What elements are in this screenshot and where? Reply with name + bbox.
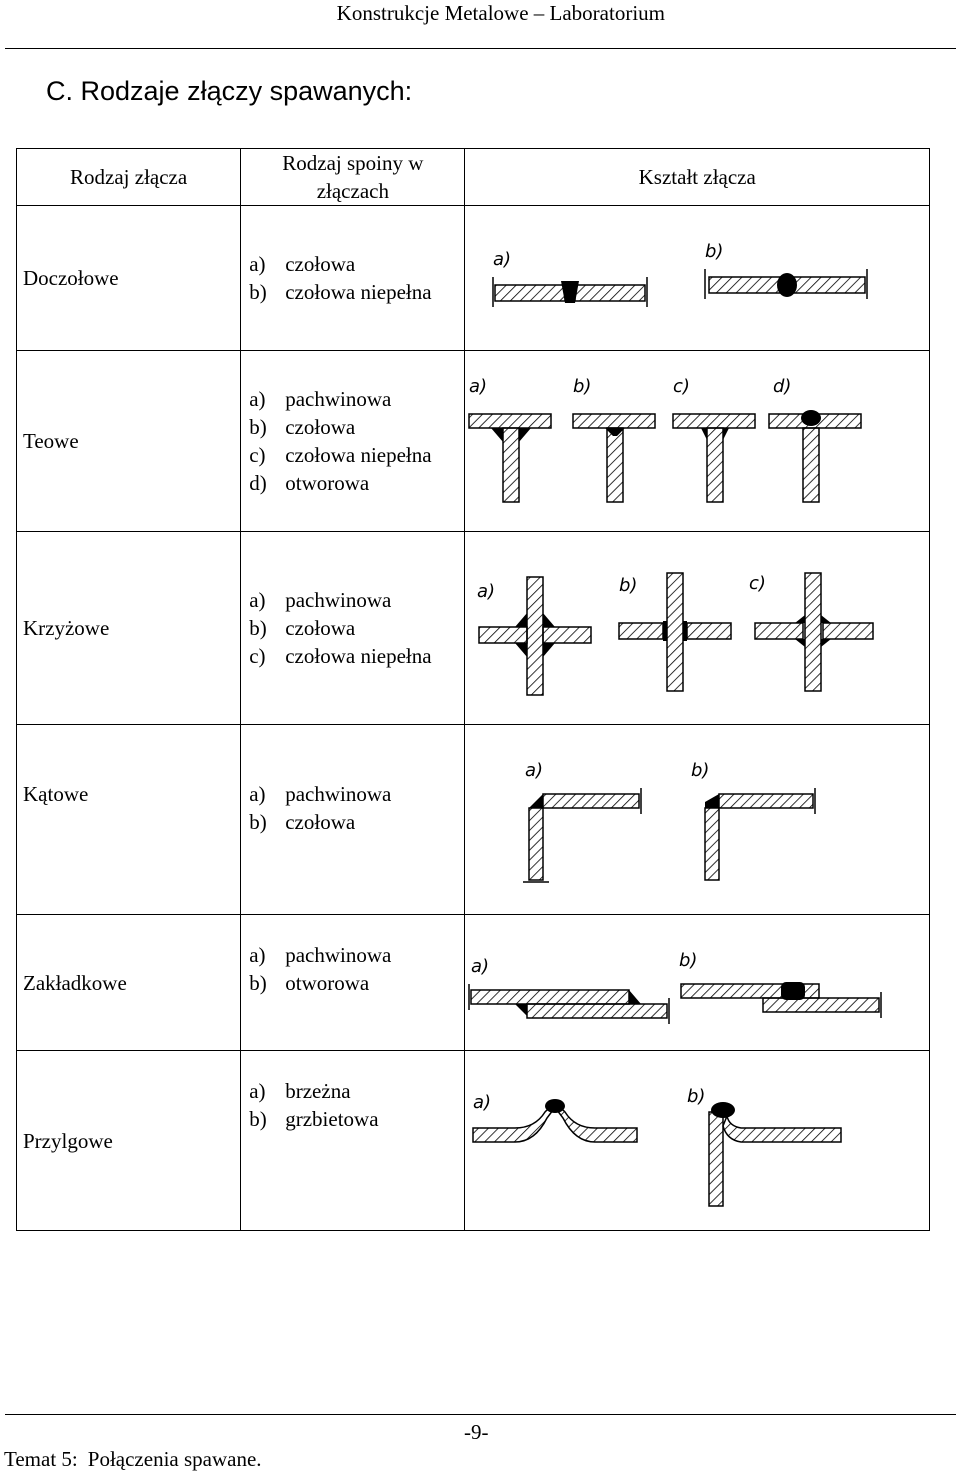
weld-types: a) brzeżna b) grzbietowa bbox=[241, 1051, 465, 1231]
footer-rule bbox=[5, 1414, 956, 1415]
table-header-row bbox=[17, 149, 930, 206]
corner-joint-a-diagram bbox=[523, 760, 641, 882]
butt-joint-b-diagram bbox=[705, 241, 867, 299]
lap-joint-b-diagram bbox=[679, 950, 881, 1018]
tee-joint-b-diagram bbox=[573, 376, 655, 502]
joint-type: Doczołowe bbox=[17, 206, 241, 351]
weld-types: a) pachwinowa b) czołowa c) czołowa niepełna bbox=[241, 532, 465, 725]
diagram-label: b) bbox=[573, 375, 592, 397]
corner-joint-b-diagram bbox=[691, 760, 815, 880]
joint-shape-cell bbox=[465, 915, 930, 1051]
joint-type: Zakładkowe bbox=[17, 915, 241, 1051]
table-row bbox=[17, 351, 930, 532]
butt-joint-a-diagram bbox=[493, 249, 647, 307]
diagram-label: a) bbox=[471, 955, 490, 977]
header-joint-shape: Kształt złącza bbox=[465, 149, 930, 206]
corner-joint-drawing bbox=[465, 726, 927, 914]
cross-joint-c-diagram bbox=[749, 573, 873, 691]
joint-type: Krzyżowe bbox=[17, 532, 241, 725]
diagram-label: a) bbox=[473, 1091, 492, 1113]
diagram-label: b) bbox=[619, 574, 638, 596]
tee-joint-c-diagram bbox=[673, 376, 755, 502]
cross-joint-drawing bbox=[465, 533, 927, 724]
flange-joint-b-diagram bbox=[687, 1086, 841, 1206]
table-row bbox=[17, 915, 930, 1051]
page-number: -9- bbox=[464, 1420, 489, 1444]
tee-joint-a-diagram bbox=[469, 376, 551, 502]
header-joint-type: Rodzaj złącza bbox=[17, 149, 241, 206]
joint-shape-cell bbox=[465, 206, 930, 351]
diagram-label: b) bbox=[691, 759, 710, 781]
header-title: Konstrukcje Metalowe – Laboratorium bbox=[336, 1, 665, 25]
joint-type: Przylgowe bbox=[17, 1051, 241, 1231]
diagram-label: a) bbox=[477, 580, 496, 602]
joint-shape-cell bbox=[465, 532, 930, 725]
topic-title: Połączenia spawane. bbox=[87, 1447, 262, 1471]
diagram-label: a) bbox=[493, 248, 512, 270]
header-weld-type: Rodzaj spoiny w złączach bbox=[241, 149, 465, 206]
footer-topic bbox=[4, 1446, 262, 1472]
lap-joint-drawing bbox=[465, 916, 927, 1050]
joint-type: Teowe bbox=[17, 351, 241, 532]
flange-joint-a-diagram bbox=[473, 1092, 637, 1142]
weld-types: a) pachwinowa b) czołowa bbox=[241, 725, 465, 915]
weld-types: a) czołowa b) czołowa niepełna bbox=[241, 206, 465, 351]
tee-joint-d-diagram bbox=[769, 376, 861, 502]
cross-joint-b-diagram bbox=[619, 573, 731, 691]
table-row bbox=[17, 725, 930, 915]
table-row bbox=[17, 206, 930, 351]
joint-shape-cell bbox=[465, 725, 930, 915]
joints-table bbox=[16, 148, 930, 1231]
table-row bbox=[17, 532, 930, 725]
joint-shape-cell bbox=[465, 1051, 930, 1231]
diagram-label: b) bbox=[705, 240, 724, 262]
butt-joint-drawing bbox=[465, 207, 927, 350]
joint-shape-cell bbox=[465, 351, 930, 532]
joint-type: Kątowe bbox=[17, 725, 241, 915]
diagram-label: c) bbox=[673, 375, 691, 397]
section-title: C. Rodzaje złączy spawanych: bbox=[46, 76, 413, 106]
flange-joint-drawing bbox=[465, 1052, 927, 1230]
lap-joint-a-diagram bbox=[469, 956, 669, 1024]
table-row bbox=[17, 1051, 930, 1231]
topic-label: Temat 5: bbox=[4, 1447, 78, 1471]
diagram-label: a) bbox=[469, 375, 488, 397]
diagram-label: a) bbox=[525, 759, 544, 781]
cross-joint-a-diagram bbox=[477, 577, 591, 695]
header-rule bbox=[5, 48, 956, 49]
weld-types: a) pachwinowa b) czołowa c) czołowa niepełna d) otworowa bbox=[241, 351, 465, 532]
diagram-label: b) bbox=[687, 1085, 706, 1107]
diagram-label: d) bbox=[773, 375, 792, 397]
weld-types: a) pachwinowa b) otworowa bbox=[241, 915, 465, 1051]
tee-joint-drawing bbox=[465, 352, 927, 531]
diagram-label: b) bbox=[679, 949, 698, 971]
diagram-label: c) bbox=[749, 572, 767, 594]
